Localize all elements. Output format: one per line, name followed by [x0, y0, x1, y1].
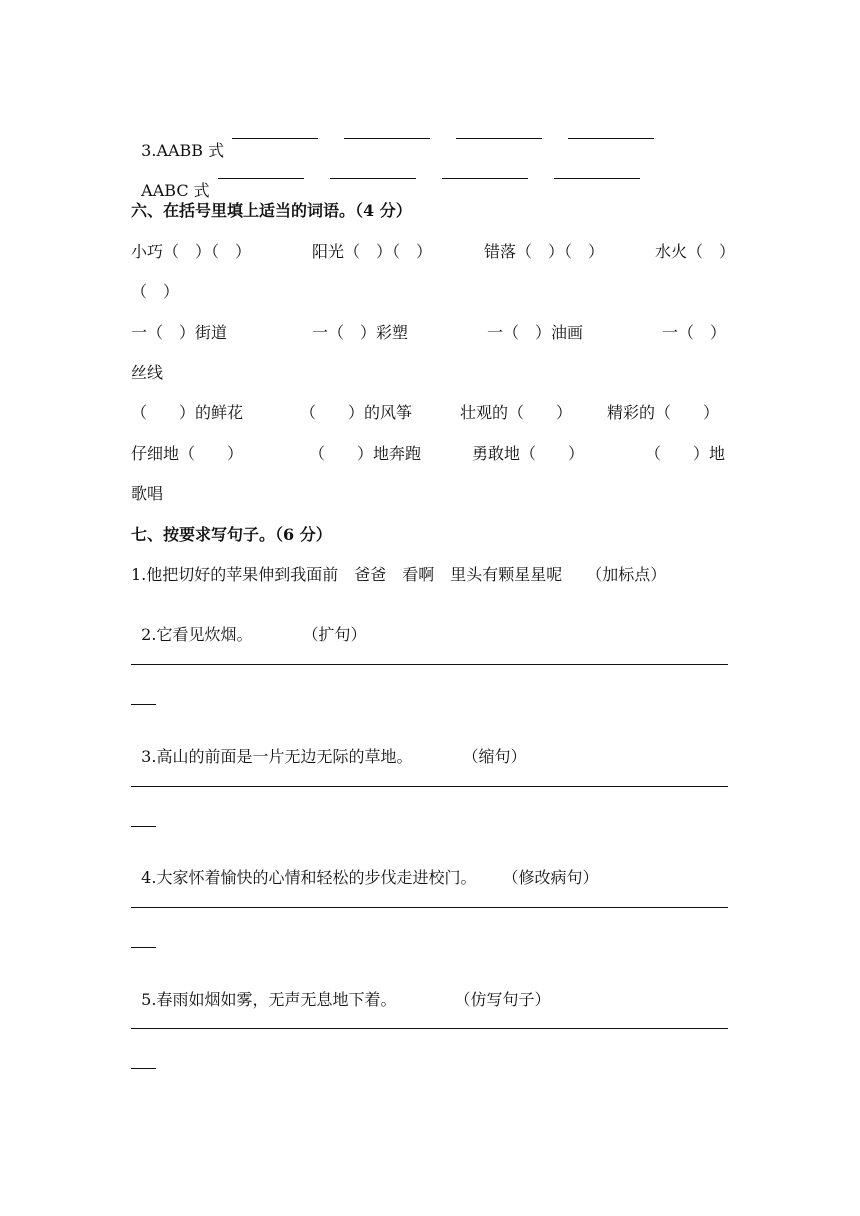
- aabb-blank-2[interactable]: [344, 124, 430, 139]
- s7-q3-answer-line-end[interactable]: [131, 826, 156, 827]
- s6-row2-wrap: 丝线: [131, 363, 164, 382]
- s6-row4-item2: （ ）地奔跑: [309, 444, 422, 463]
- s7-q2-answer-line[interactable]: [131, 664, 728, 665]
- s7-q4-tag: （修改病句）: [502, 868, 599, 887]
- s6-row1-item2: 阳光（ ）（ ）: [312, 242, 433, 261]
- s6-row1-item4: 水火（ ）: [655, 242, 736, 261]
- s6-row4-item1: 仔细地（ ）: [131, 444, 244, 463]
- s6-row1-item1: 小巧（ ）（ ）: [131, 242, 252, 261]
- s6-row3-item4: 精彩的（ ）: [607, 403, 720, 422]
- s6-row4-item3: 勇敢地（ ）: [472, 444, 585, 463]
- s7-q5-answer-line[interactable]: [131, 1028, 728, 1029]
- s6-row2-item3: 一（ ）油画: [487, 323, 584, 342]
- s6-row1-item3: 错落（ ）（ ）: [484, 242, 605, 261]
- s7-q4-answer-line[interactable]: [131, 907, 728, 908]
- s7-q2-answer-line-end[interactable]: [131, 704, 156, 705]
- aabb-label: 3.AABB 式: [141, 141, 225, 160]
- s6-row2-item1: 一（ ）街道: [131, 323, 228, 342]
- aabc-blank-1[interactable]: [218, 164, 304, 179]
- s7-q2: [131, 605, 366, 645]
- s7-q3-text: 3.高山的前面是一片无边无际的草地。: [141, 747, 413, 766]
- aabc-row: [131, 161, 210, 201]
- s7-q2-tag: （扩句）: [302, 625, 367, 644]
- s7-q5: [131, 970, 550, 1010]
- s6-row4-wrap: 歌唱: [131, 484, 164, 503]
- s7-q5-tag: （仿写句子）: [454, 990, 551, 1009]
- aabb-row: [131, 121, 224, 161]
- s6-row2-item2: 一（ ）彩塑: [312, 323, 409, 342]
- s6-row3-item1: （ ）的鲜花: [131, 403, 244, 422]
- s6-row4-item4: （ ）地: [645, 444, 726, 463]
- s6-row3-item3: 壮观的（ ）: [460, 403, 573, 422]
- s7-q5-text: 5.春雨如烟如雾，无声无息地下着。: [141, 990, 397, 1009]
- aabc-blank-2[interactable]: [330, 164, 416, 179]
- aabc-blank-4[interactable]: [554, 164, 640, 179]
- s7-q3-tag: （缩句）: [462, 747, 527, 766]
- s6-row1-wrap: （ ）: [131, 282, 180, 301]
- aabb-blank-3[interactable]: [456, 124, 542, 139]
- section7-heading: 七、按要求写句子。（6 分）: [131, 525, 332, 544]
- s6-row3-item2: （ ）的风筝: [300, 403, 413, 422]
- s7-q4-text: 4.大家怀着愉快的心情和轻松的步伐走进校门。: [141, 868, 477, 887]
- s7-q3-answer-line[interactable]: [131, 786, 728, 787]
- s7-q4: [131, 848, 598, 888]
- s7-q5-answer-line-end[interactable]: [131, 1068, 156, 1069]
- s6-row2-item4: 一（ ）: [662, 323, 727, 342]
- s7-q1: 1.他把切好的苹果伸到我面前 爸爸 看啊 里头有颗星星呢 （加标点）: [131, 565, 667, 584]
- aabc-blank-3[interactable]: [442, 164, 528, 179]
- s7-q2-text: 2.它看见炊烟。: [141, 625, 253, 644]
- s7-q3: [131, 727, 526, 767]
- aabb-blank-1[interactable]: [232, 124, 318, 139]
- aabc-label: AABC 式: [141, 181, 210, 200]
- section6-heading: 六、在括号里填上适当的词语。（4 分）: [131, 201, 412, 220]
- aabb-blank-4[interactable]: [568, 124, 654, 139]
- s7-q4-answer-line-end[interactable]: [131, 947, 156, 948]
